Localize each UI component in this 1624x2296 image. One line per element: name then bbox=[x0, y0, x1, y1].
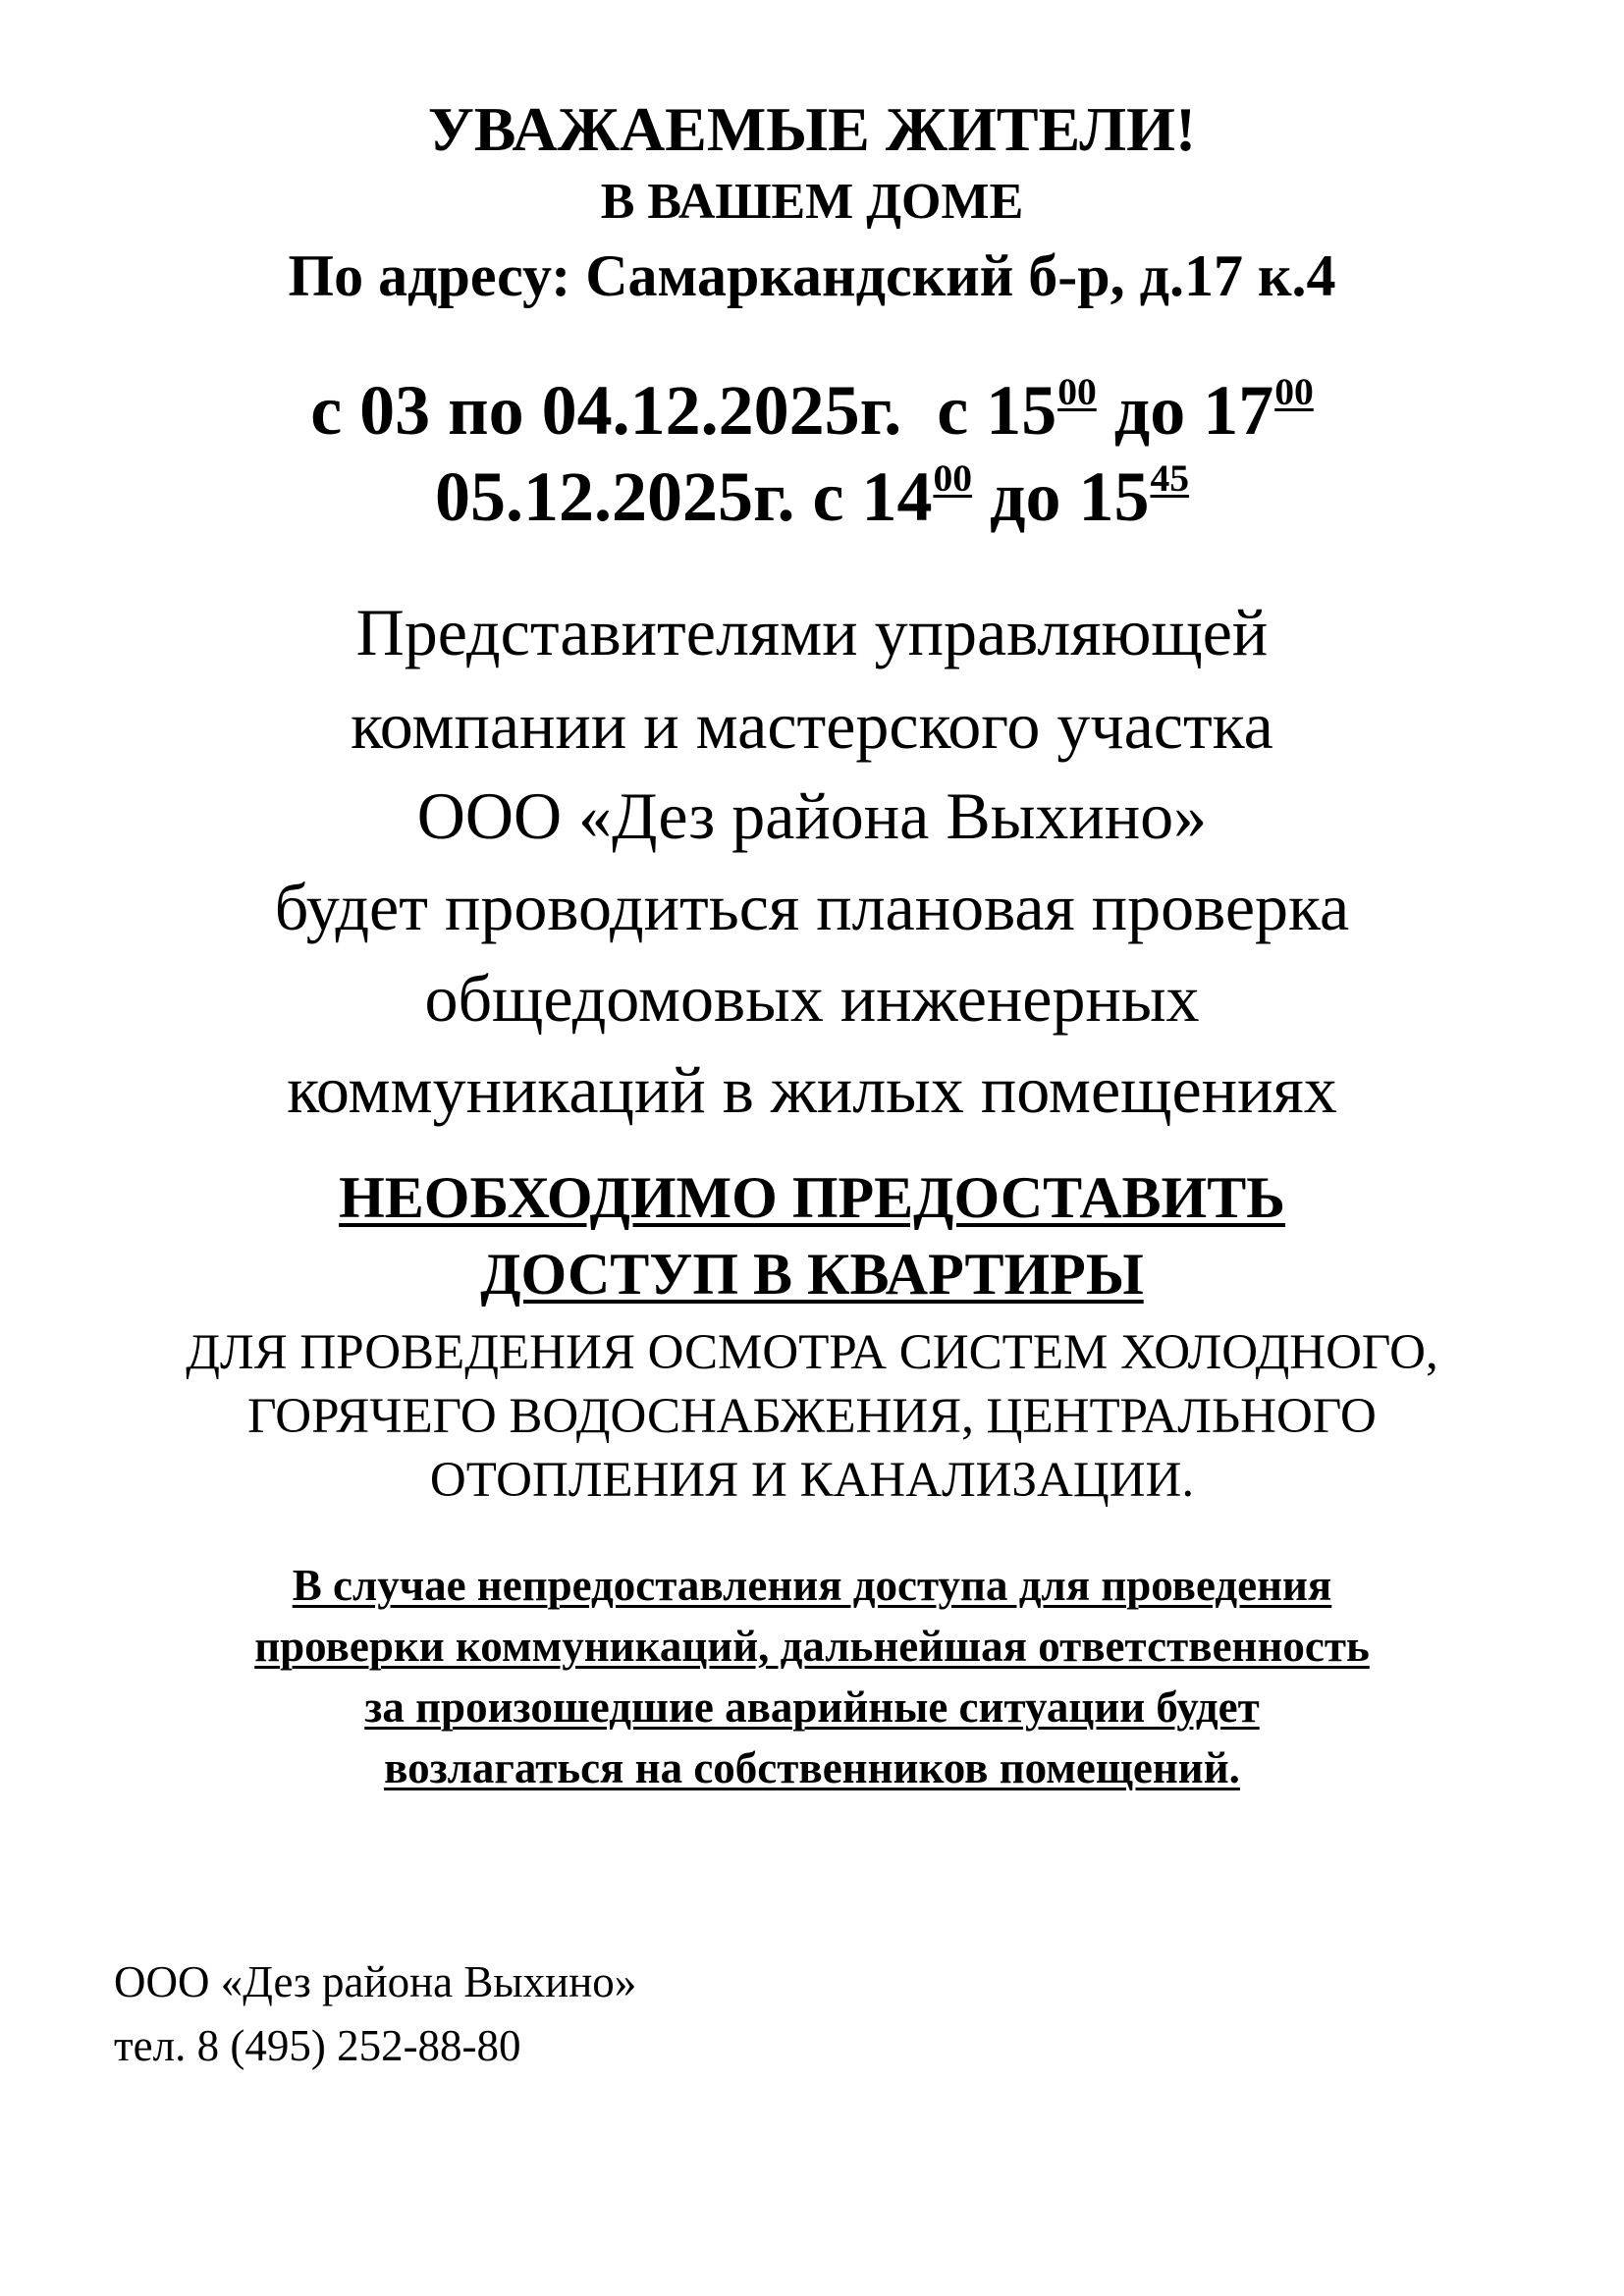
body-line: Представителями управляющей bbox=[355, 595, 1269, 669]
access-heading bbox=[0, 1165, 1624, 1230]
purpose-line: ОТОПЛЕНИЯ И КАНАЛИЗАЦИИ. bbox=[429, 1453, 1195, 1508]
schedule-line-1-prefix: с 03 по 04.12.2025г. с 15 bbox=[310, 371, 1057, 450]
body-line: коммуникаций в жилых помещениях bbox=[287, 1052, 1337, 1127]
purpose-line: ДЛЯ ПРОВЕДЕНИЯ ОСМОТРА СИСТЕМ ХОЛОДНОГО, bbox=[186, 1325, 1438, 1380]
warning-line-text: проверки коммуникаций, дальнейшая ответственность bbox=[254, 1622, 1370, 1671]
schedule-line-1-middle: до 17 bbox=[1096, 371, 1274, 450]
purpose-line: ГОРЯЧЕГО ВОДОСНАБЖЕНИЯ, ЦЕНТРАЛЬНОГО bbox=[247, 1389, 1377, 1444]
footer-phone: тел. 8 (495) 252-88-80 bbox=[114, 2021, 521, 2070]
schedule-line-1-to-minutes: 00 bbox=[1274, 370, 1314, 414]
body-line: компании и мастерского участка bbox=[351, 688, 1273, 763]
warning-line-text: В случае непредоставления доступа для проведения bbox=[292, 1561, 1332, 1610]
notice-subtitle: В ВАШЕМ ДОМЕ bbox=[600, 174, 1024, 230]
footer-org: ООО «Дез района Выхино» bbox=[114, 1957, 637, 2006]
access-heading-line-2: ДОСТУП В КВАРТИРЫ bbox=[480, 1242, 1144, 1307]
warning-line bbox=[0, 1622, 1624, 1671]
warning-line bbox=[0, 1561, 1624, 1610]
notice-address: По адресу: Самаркандский б-р, д.17 к.4 bbox=[288, 243, 1336, 308]
warning-line bbox=[0, 1682, 1624, 1732]
notice-title: УВАЖАЕМЫЕ ЖИТЕЛИ! bbox=[427, 94, 1197, 164]
schedule-line-2 bbox=[0, 456, 1624, 536]
schedule-line-2-middle: до 15 bbox=[972, 457, 1150, 536]
schedule-line-1 bbox=[0, 370, 1624, 450]
access-heading-line-1: НЕОБХОДИМО ПРЕДОСТАВИТЬ bbox=[339, 1165, 1285, 1230]
schedule-line-2-to-minutes: 45 bbox=[1150, 456, 1190, 501]
warning-line bbox=[0, 1743, 1624, 1792]
body-line: ООО «Дез района Выхино» bbox=[416, 778, 1208, 853]
schedule-line-2-from-minutes: 00 bbox=[933, 456, 973, 501]
body-line: общедомовых инженерных bbox=[424, 961, 1200, 1036]
body-line: будет проводиться плановая проверка bbox=[274, 870, 1350, 944]
schedule-line-1-from-minutes: 00 bbox=[1057, 370, 1097, 414]
warning-line-text: за произошедшие аварийные ситуации будет bbox=[364, 1682, 1260, 1732]
schedule-line-2-prefix: 05.12.2025г. с 14 bbox=[434, 457, 933, 536]
access-heading bbox=[0, 1242, 1624, 1307]
warning-line-text: возлагаться на собственников помещений. bbox=[384, 1743, 1240, 1792]
